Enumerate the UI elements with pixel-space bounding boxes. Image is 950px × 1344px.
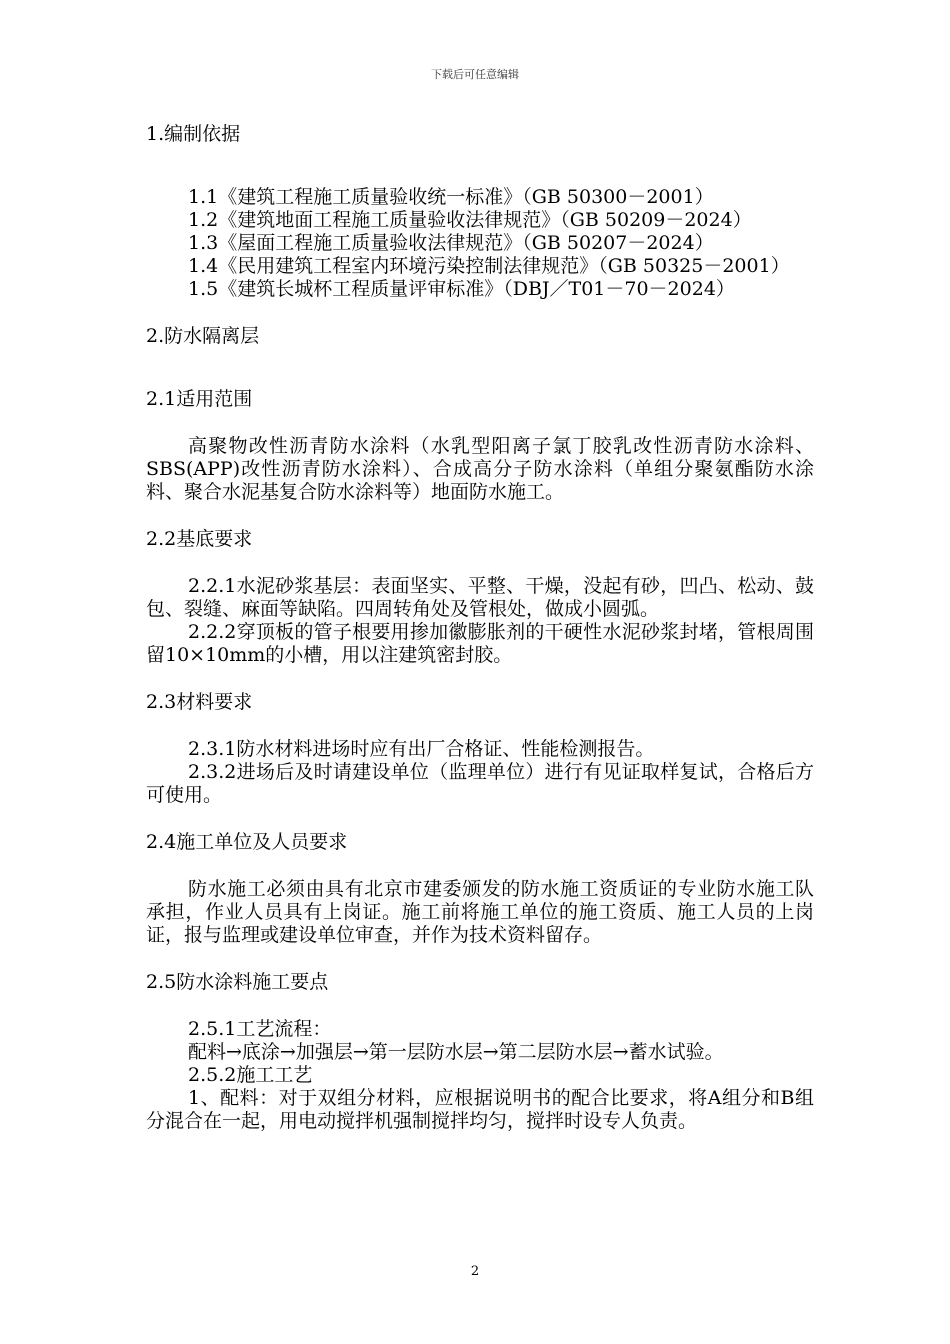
reference-item-3: 1.3《屋面工程施工质量验收法律规范》（GB 50207－2024） [188,232,714,254]
header-note: 下载后可任意编辑 [431,68,519,81]
section-2-3-1: 2.3.1防水材料进场时应有出厂合格证、性能检测报告。 [188,738,655,760]
page-number: 2 [470,1264,480,1279]
section-2-5-2: 2.5.2施工工艺 [188,1064,313,1086]
reference-item-4: 1.4《民用建筑工程室内环境污染控制法律规范》（GB 50325－2001） [188,255,790,277]
section-2-2-2: 2.2.2穿顶板的管子根要用掺加徽膨胀剂的干硬性水泥砂浆封堵，管根周围留10×10mm的小槽，用以注建筑密封胶。 [146,621,814,666]
section-2-4-title: 2.4施工单位及人员要求 [146,831,348,853]
document-body [146,123,814,1133]
section-2-4-text: 防水施工必须由具有北京市建委颁发的防水施工资质证的专业防水施工队承担，作业人员具有上岗证。施工前将施工单位的施工资质、施工人员的上岗证，报与监理或建设单位审查，并作为技术资料留存。 [146,878,814,946]
section-2-2-1: 2.2.1水泥砂浆基层：表面坚实、平整、干燥，没起有砂，凹凸、松动、鼓包、裂缝、麻面等缺陷。四周转角处及管根处，做成小圆弧。 [146,575,814,620]
reference-item-1: 1.1《建筑工程施工质量验收统一标准》（GB 50300－2001） [188,186,714,208]
section-2-1-text: 高聚物改性沥青防水涂料（水乳型阳离子氯丁胶乳改性沥青防水涂料、SBS(APP)改性沥青防水涂料）、合成高分子防水涂料（单组分聚氨酯防水涂料、聚合水泥基复合防水涂料等）地面防水施工。 [146,435,814,503]
reference-item-5: 1.5《建筑长城杯工程质量评审标准》（DBJ／T01－70－2024） [188,278,735,300]
section-2-2-title: 2.2基底要求 [146,528,253,550]
reference-item-2: 1.2《建筑地面工程施工质量验收法律规范》（GB 50209－2024） [188,209,752,231]
process-flow: 配料→底涂→加强层→第一层防水层→第二层防水层→蓄水试验。 [188,1041,724,1063]
section-2-5-title: 2.5防水涂料施工要点 [146,971,329,993]
section-2-3-2: 2.3.2进场后及时请建设单位（监理单位）进行有见证取样复试，合格后方可使用。 [146,761,814,806]
section-2-1-title: 2.1适用范围 [146,388,253,410]
section-2-3-title: 2.3材料要求 [146,691,253,713]
section-2-title: 2.防水隔离层 [146,325,260,347]
section-2-5-1: 2.5.1工艺流程： [188,1018,332,1040]
step-1-mixing: 1、配料：对于双组分材料，应根据说明书的配合比要求，将A组分和B组分混合在一起，用电动搅拌机强制搅拌均匀，搅拌时设专人负责。 [146,1087,814,1132]
section-1-title: 1.编制依据 [146,123,241,145]
